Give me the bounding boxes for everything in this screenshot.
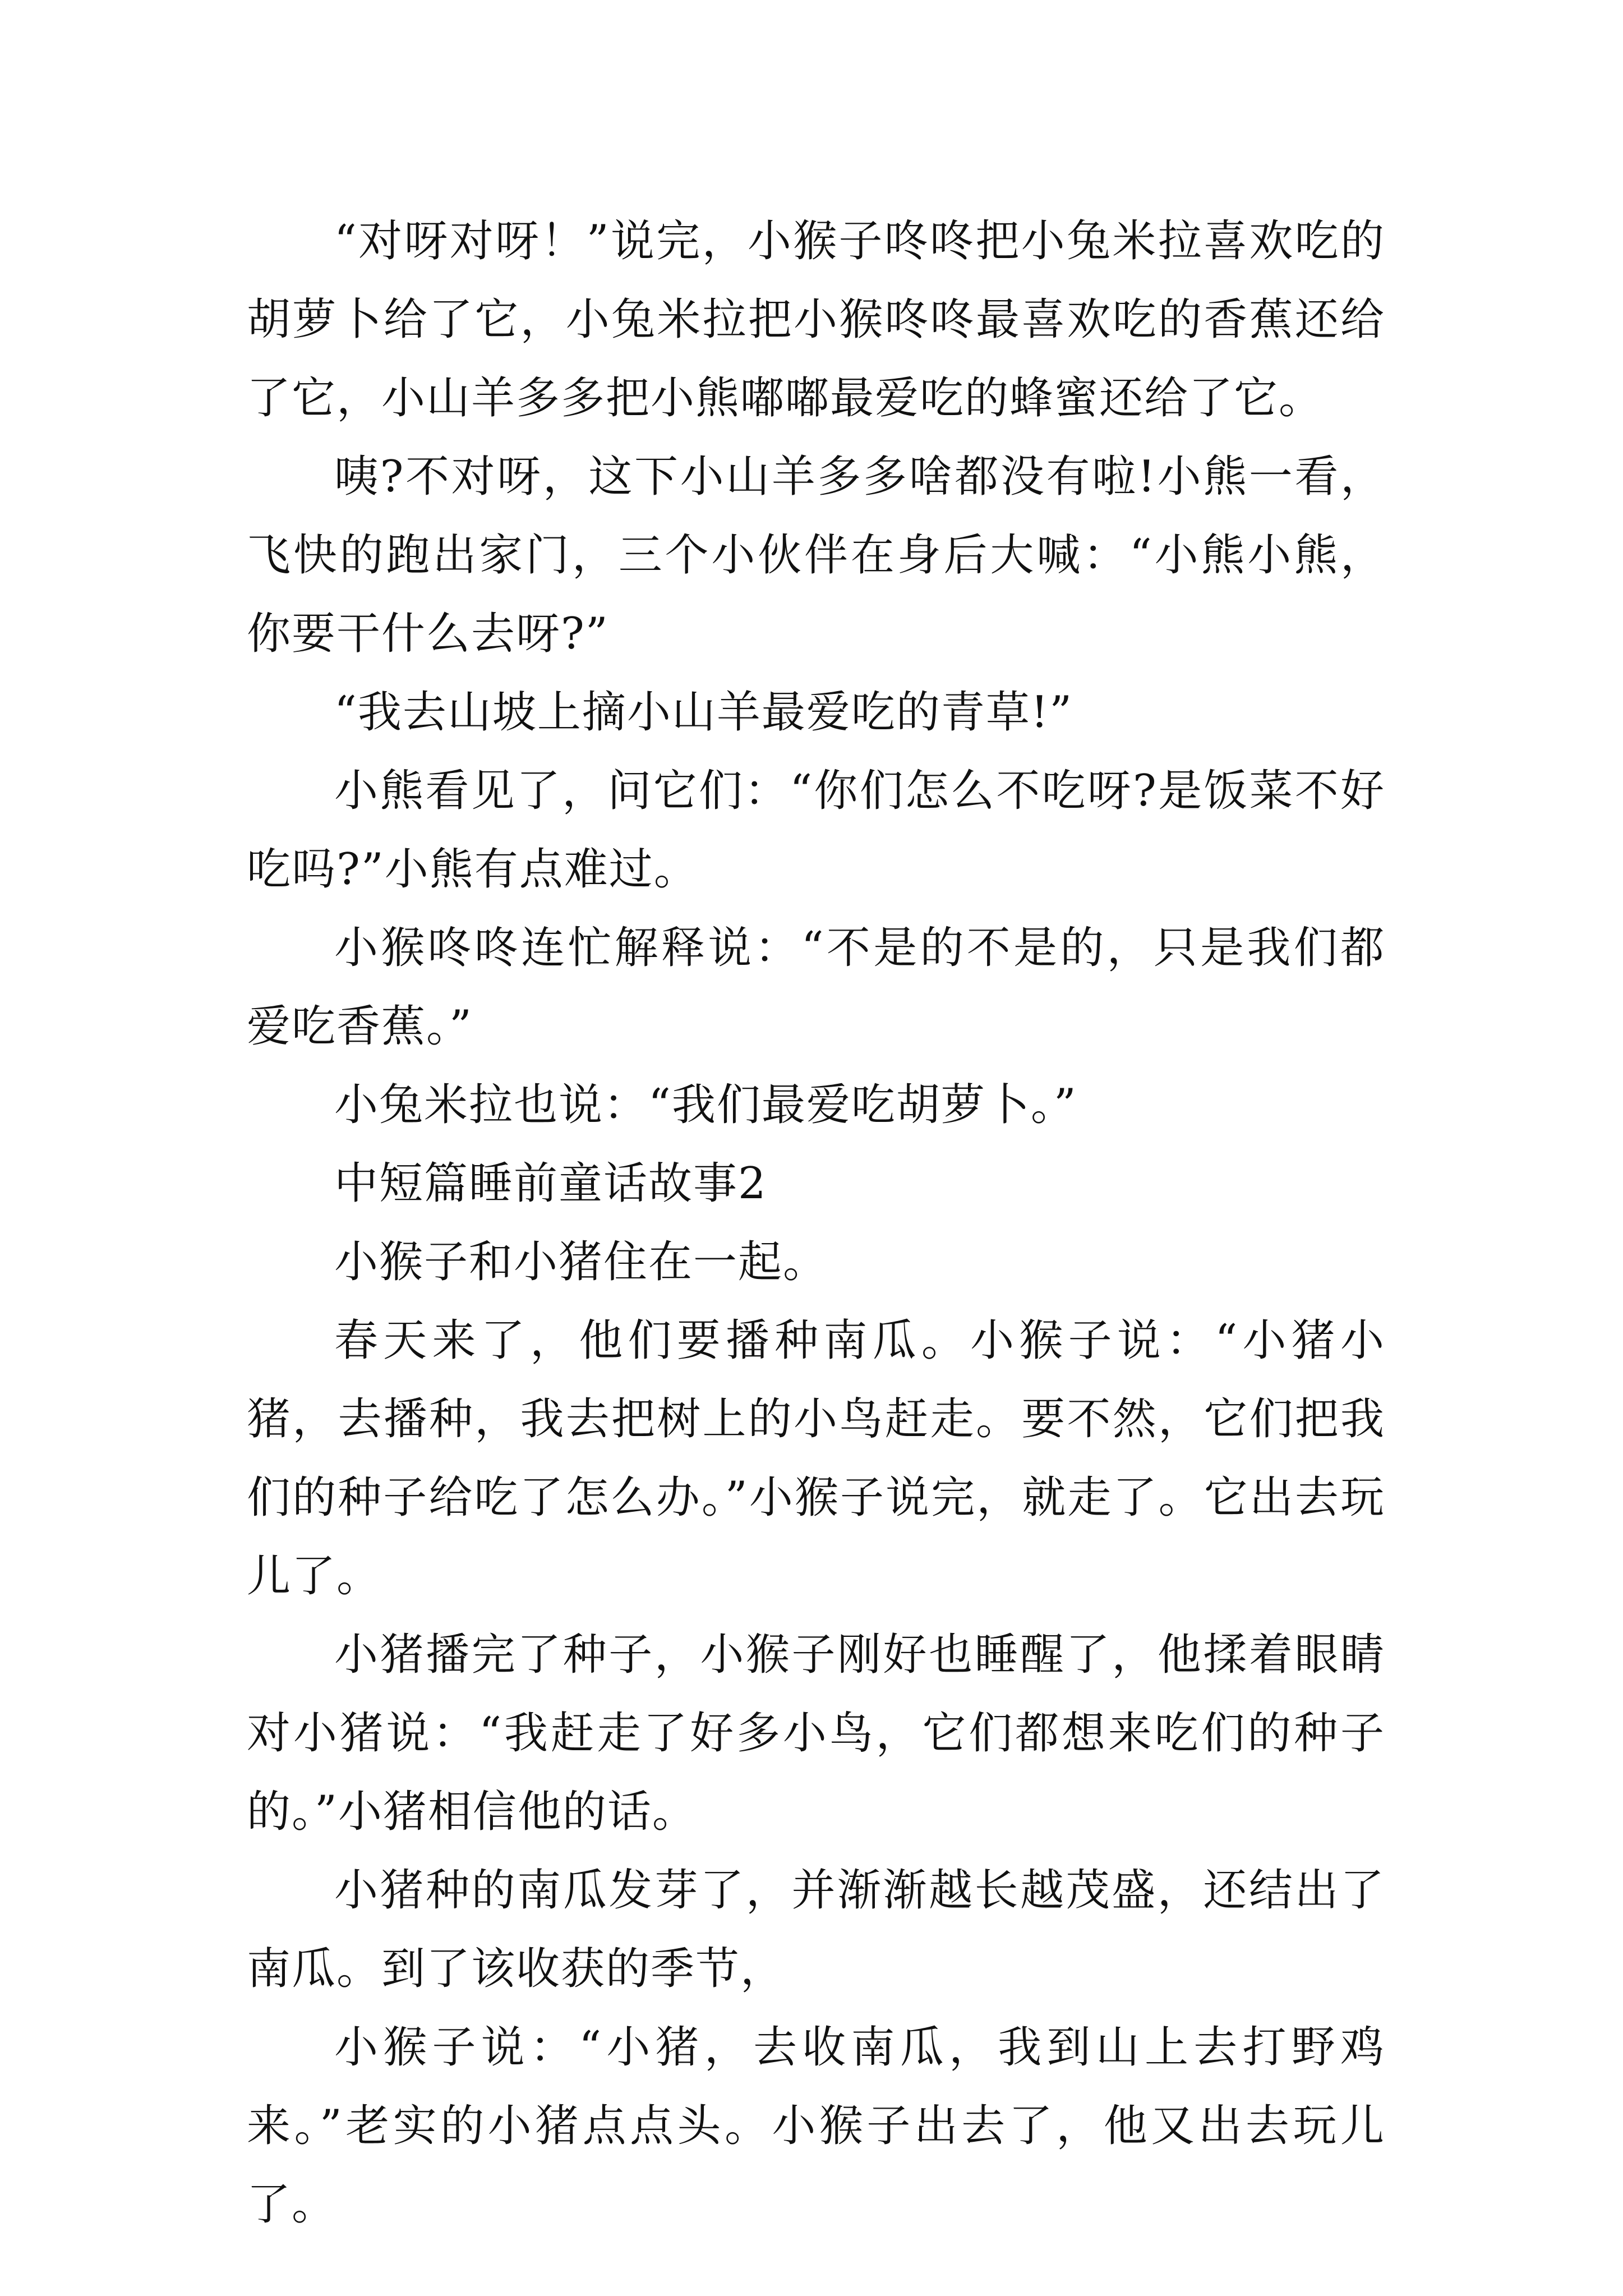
paragraph: 小兔米拉也说：“我们最爱吃胡萝卜。” xyxy=(334,1080,1077,1130)
paragraph: 小熊看见了，问它们：“你们怎么不吃呀?是饭菜不好吃吗?”小熊有点难过。 xyxy=(247,766,1385,895)
paragraph: 小猪播完了种子，小猴子刚好也睡醒了，他揉着眼睛对小猪说：“我赶走了好多小鸟，它们都想来吃们的种子的。”小猪相信他的话。 xyxy=(247,1630,1385,1837)
document-body xyxy=(247,202,1385,2244)
paragraph: 小猴子说：“小猪，去收南瓜，我到山上去打野鸡来。”老实的小猪点点头。小猴子出去了，他又出去玩儿了。 xyxy=(247,2022,1385,2230)
paragraph: 小猪种的南瓜发芽了，并渐渐越长越茂盛，还结出了南瓜。到了该收获的季节， xyxy=(247,1865,1385,1994)
section-heading: 中短篇睡前童话故事2 xyxy=(334,1158,767,1209)
paragraph: “我去山坡上摘小山羊最爱吃的青草!” xyxy=(334,687,1073,738)
paragraph: “对呀对呀！”说完，小猴子咚咚把小兔米拉喜欢吃的胡萝卜给了它，小兔米拉把小猴咚咚最喜欢吃的香蕉还给了它，小山羊多多把小熊嘟嘟最爱吃的蜂蜜还给了它。 xyxy=(247,216,1385,424)
paragraph: 小猴子和小猪住在一起。 xyxy=(334,1237,828,1287)
paragraph: 春天来了，他们要播种南瓜。小猴子说：“小猪小猪，去播种，我去把树上的小鸟赶走。要不然，它们把我们的种子给吃了怎么办。”小猴子说完，就走了。它出去玩儿了。 xyxy=(247,1315,1385,1602)
paragraph: 咦?不对呀，这下小山羊多多啥都没有啦!小熊一看，飞快的跑出家门，三个小伙伴在身后大喊：“小熊小熊，你要干什么去呀?” xyxy=(247,452,1385,659)
paragraph: 小猴咚咚连忙解释说：“不是的不是的，只是我们都爱吃香蕉。” xyxy=(247,923,1385,1052)
